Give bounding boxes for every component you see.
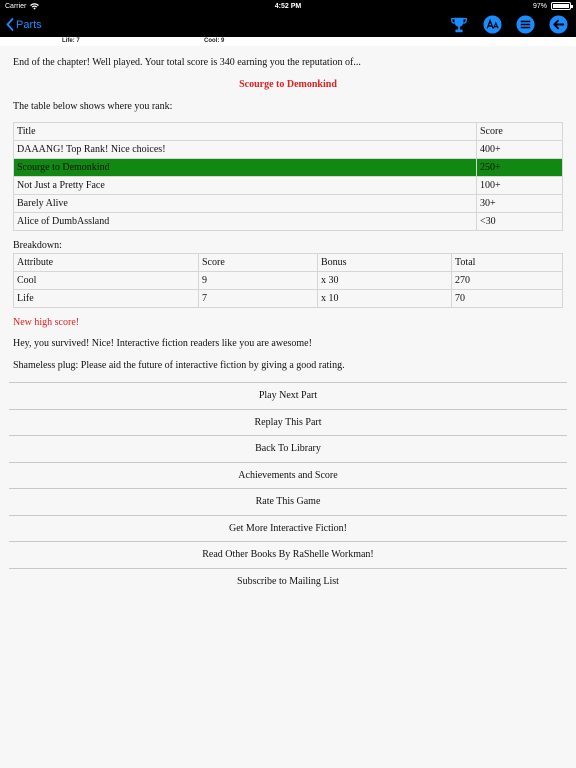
parts-back-label: Parts — [16, 18, 42, 31]
breakdown-label: Breakdown: — [13, 240, 62, 251]
font-size-icon[interactable] — [482, 15, 502, 35]
parts-back-button[interactable] — [6, 18, 42, 31]
breakdown-header-cell: Bonus — [318, 254, 452, 272]
rank-table-row — [14, 213, 563, 231]
rank-cell: Scourge to Demonkind — [14, 159, 477, 177]
rank-cell: 250+ — [477, 159, 563, 177]
breakdown-cell: 9 — [199, 272, 318, 290]
rank-intro-text: The table below shows where you rank: — [13, 101, 173, 112]
menu-item-achievements-and-score[interactable]: Achievements and Score — [9, 462, 567, 489]
breakdown-header-cell: Total — [452, 254, 563, 272]
rank-table-row — [14, 177, 563, 195]
status-right — [533, 2, 571, 10]
rank-cell: 30+ — [477, 195, 563, 213]
high-score-text: New high score! — [13, 317, 80, 328]
stats-bar — [0, 37, 576, 46]
wifi-icon — [30, 3, 39, 10]
breakdown-cell: Cool — [14, 272, 199, 290]
trophy-icon[interactable] — [449, 15, 469, 35]
chevron-left-icon — [6, 18, 14, 31]
battery-icon — [551, 2, 571, 10]
breakdown-cell: x 10 — [318, 290, 452, 308]
menu-item-get-more-interactive-fiction[interactable]: Get More Interactive Fiction! — [9, 515, 567, 542]
survived-text: Hey, you survived! Nice! Interactive fiction readers like you are awesome! — [13, 338, 312, 349]
battery-percent: 97% — [532, 2, 547, 10]
nav-icon-group — [449, 15, 570, 35]
rank-cell: Barely Alive — [14, 195, 477, 213]
chapter-menu — [9, 382, 567, 594]
rank-table-row — [14, 159, 563, 177]
breakdown-table-header — [14, 254, 563, 272]
menu-item-read-other-books-by-rashelle-workman[interactable]: Read Other Books By RaShelle Workman! — [9, 541, 567, 568]
back-arrow-icon[interactable] — [548, 15, 568, 35]
status-time: 4:52 PM — [274, 2, 302, 10]
nav-bar — [0, 12, 576, 37]
breakdown-table — [13, 253, 563, 308]
menu-list-icon[interactable] — [515, 15, 535, 35]
rank-table — [13, 122, 563, 231]
reputation-title: Scourge to Demonkind — [239, 79, 337, 90]
rank-cell: <30 — [477, 213, 563, 231]
rank-cell: 100+ — [477, 177, 563, 195]
plug-text: Shameless plug: Please aid the future of interactive fiction by giving a good rating. — [13, 360, 345, 371]
rank-cell: Alice of DumbAssland — [14, 213, 477, 231]
menu-item-play-next-part[interactable]: Play Next Part — [9, 382, 567, 409]
breakdown-cell: 70 — [452, 290, 563, 308]
rank-header-cell: Title — [14, 123, 477, 141]
breakdown-header-cell: Score — [199, 254, 318, 272]
menu-item-rate-this-game[interactable]: Rate This Game — [9, 488, 567, 515]
rank-cell: Not Just a Pretty Face — [14, 177, 477, 195]
status-left — [5, 3, 39, 10]
breakdown-cell: 7 — [199, 290, 318, 308]
rank-table-row — [14, 195, 563, 213]
rank-header-cell: Score — [477, 123, 563, 141]
breakdown-table-row — [14, 272, 563, 290]
menu-item-replay-this-part[interactable]: Replay This Part — [9, 409, 567, 436]
menu-item-back-to-library[interactable]: Back To Library — [9, 435, 567, 462]
rank-cell: DAAANG! Top Rank! Nice choices! — [14, 141, 477, 159]
breakdown-header-cell: Attribute — [14, 254, 199, 272]
breakdown-cell: x 30 — [318, 272, 452, 290]
rank-cell: 400+ — [477, 141, 563, 159]
menu-item-subscribe-to-mailing-list[interactable]: Subscribe to Mailing List — [9, 568, 567, 595]
cool-stat: Cool: 9 — [204, 38, 225, 44]
breakdown-cell: Life — [14, 290, 199, 308]
intro-text: End of the chapter! Well played. Your total score is 340 earning you the reputation of... — [13, 57, 361, 68]
rank-table-header — [14, 123, 563, 141]
breakdown-table-row — [14, 290, 563, 308]
life-stat: Life: 7 — [62, 38, 80, 44]
status-bar — [0, 0, 576, 12]
rank-table-row — [14, 141, 563, 159]
breakdown-cell: 270 — [452, 272, 563, 290]
carrier-label: Carrier — [5, 2, 27, 10]
